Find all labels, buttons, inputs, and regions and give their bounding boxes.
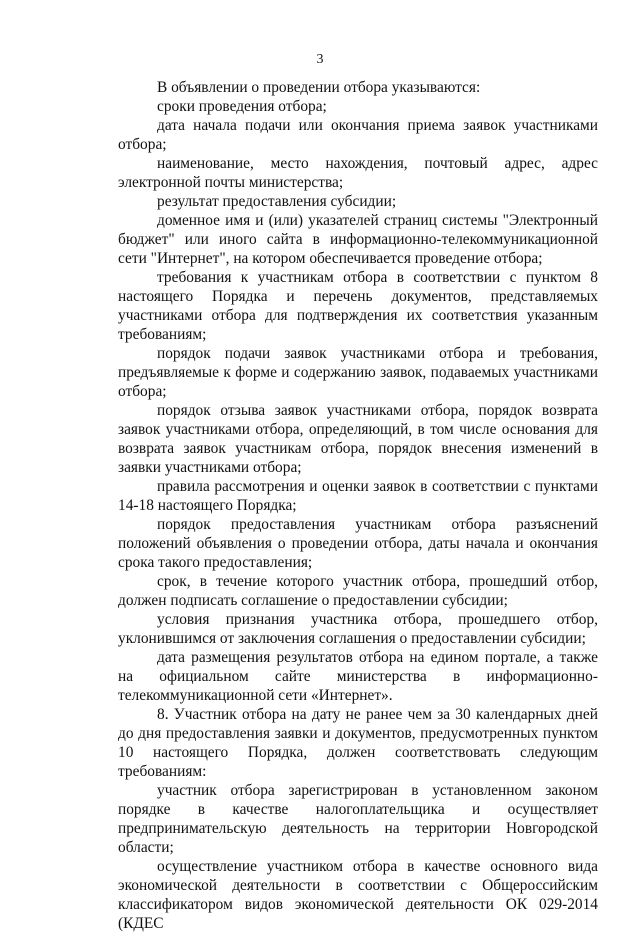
paragraph: требования к участникам отбора в соответствии с пунктом 8 настоящего Порядка и перечень документов, представляемых участниками отбора для подтверждения их соответствия указанным требованиям; <box>118 269 598 343</box>
paragraph: порядок отзыва заявок участниками отбора, порядок возврата заявок участниками отбора, определяющий, в том числе основания для возврата заявок участникам отбора, порядок внесения изменений в заявки участниками отбора; <box>118 402 598 476</box>
paragraph: дата начала подачи или окончания приема заявок участниками отбора; <box>118 117 598 153</box>
paragraph: срок, в течение которого участник отбора, прошедший отбор, должен подписать соглашение о предоставлении субсидии; <box>118 573 598 609</box>
paragraph: порядок предоставления участникам отбора разъяснений положений объявления о проведении отбора, даты начала и окончания срока такого предоставления; <box>118 516 598 571</box>
paragraph: осуществление участником отбора в качестве основного вида экономической деятельности в соответствии с Общероссийским классификатором видов экономической деятельности ОК 029-2014 (КДЕС <box>118 858 598 932</box>
paragraph: результат предоставления субсидии; <box>157 193 397 210</box>
paragraph: доменное имя и (или) указателей страниц системы "Электронный бюджет" или иного сайта в информационно-телекоммуникационной сети "Интернет", на котором обеспечивается проведение отбора; <box>118 212 598 267</box>
page-number: 3 <box>316 52 324 67</box>
paragraph: условия признания участника отбора, прошедшего отбор, уклонившимся от заключения соглашения о предоставлении субсидии; <box>118 611 598 647</box>
paragraph: порядок подачи заявок участниками отбора и требования, предъявляемые к форме и содержанию заявок, подаваемых участниками отбора; <box>118 345 598 400</box>
paragraph: наименование, место нахождения, почтовый адрес, адрес электронной почты министерства; <box>118 155 598 191</box>
paragraph: В объявлении о проведении отбора указываются: <box>157 79 481 96</box>
paragraph: участник отбора зарегистрирован в установленном законом порядке в качестве налогоплательщика и осуществляет предпринимательскую деятельность на территории Новгородской области; <box>118 782 598 856</box>
paragraph: правила рассмотрения и оценки заявок в соответствии с пунктами 14-18 настоящего Порядка; <box>118 478 598 514</box>
paragraph: 8. Участник отбора на дату не ранее чем за 30 календарных дней до дня предоставления заявки и документов, предусмотренных пунктом 10 настоящего Порядка, должен соответствовать следующим требованиям: <box>118 706 598 780</box>
paragraph: сроки проведения отбора; <box>157 98 327 115</box>
paragraph: дата размещения результатов отбора на едином портале, а также на официальном сайте министерства в информационно-телекоммуникационной сети «Интернет». <box>118 649 598 704</box>
